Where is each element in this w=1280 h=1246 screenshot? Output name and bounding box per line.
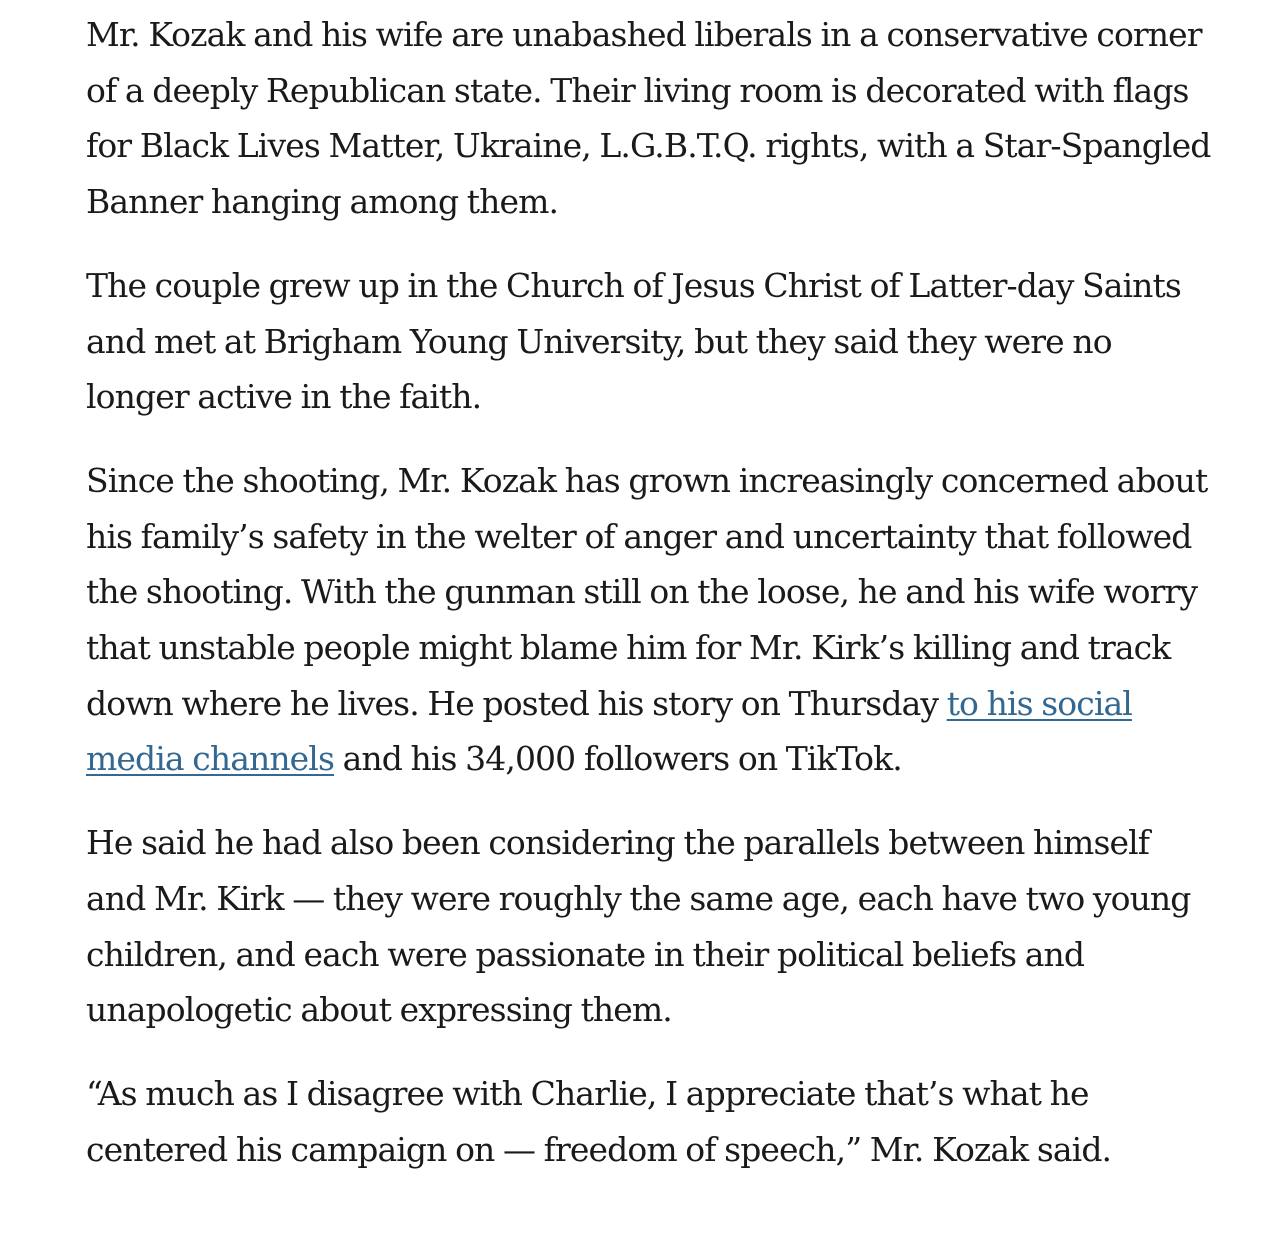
article-body <box>86 7 1216 1205</box>
paragraph-3 <box>86 453 1216 787</box>
paragraph-3-text-end: and his 34,000 followers on TikTok. <box>334 739 902 779</box>
paragraph-1: Mr. Kozak and his wife are unabashed liberals in a conservative corner of a deeply Republican state. Their living room is decorated with flags for Black Lives Matter, Ukraine, L.G.B.T.Q. rights, with a Star-Spangled Banner hanging among them. <box>86 15 1211 222</box>
paragraph-3-text-start: Since the shooting, Mr. Kozak has grown increasingly concerned about his family’s safety in the welter of anger and uncertainty that followed the shooting. With the gunman still on the loose, he and his wife worry that unstable people might blame him for Mr. Kirk’s killing and track down where he lives. He posted his story on Thursday <box>86 460 1208 723</box>
paragraph-5: “As much as I disagree with Charlie, I appreciate that’s what he centered his campaign on — freedom of speech,” Mr. Kozak said. <box>86 1073 1112 1169</box>
paragraph-2: The couple grew up in the Church of Jesus Christ of Latter-day Saints and met at Brigham Young University, but they said they were no longer active in the faith. <box>86 265 1181 417</box>
social-media-channels-link[interactable]: to his social media channels <box>86 683 1132 779</box>
paragraph-4: He said he had also been considering the parallels between himself and Mr. Kirk — they were roughly the same age, each have two young children, and each were passionate in their political beliefs and unapologetic about expressing them. <box>86 823 1191 1030</box>
